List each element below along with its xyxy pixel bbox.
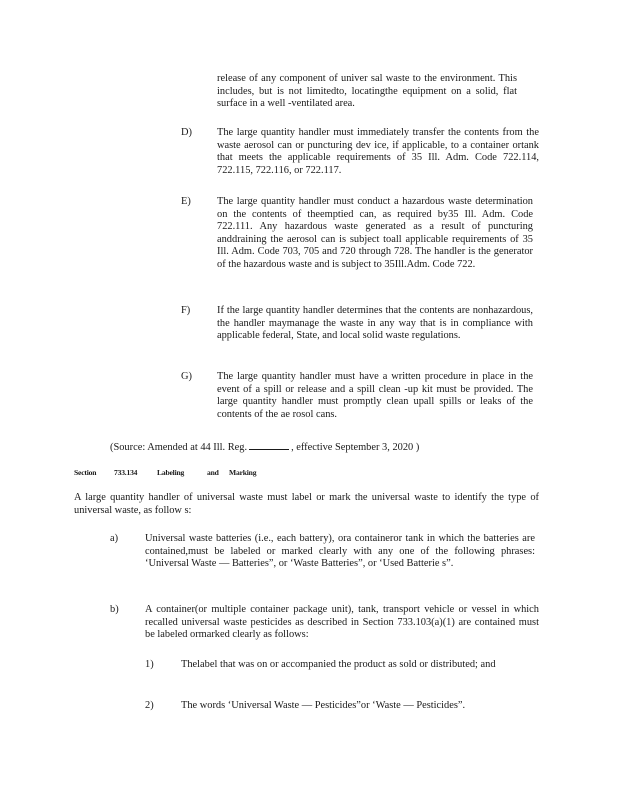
item-e-text: The large quantity handler must conduct a hazardous waste determination on the contents of theemptied can, as required by35 Ill. Adm. Code 722.111. Any hazardous waste generated as a result of puncturing anddraining the aerosol can is subject toall applicable requirements of 35 Ill. Adm. Code 703, 705 and 720 through 728. The handler is the generator of the hazardous waste and is subject to 35Ill.Adm. Code 722. — [217, 196, 533, 270]
item-f-text: If the large quantity handler determines that the contents are nonhazardous, the handler maymanage the waste in any way that is in compliance with applicable federal, State, and local solid waste regulations. — [217, 305, 533, 342]
source-note — [110, 439, 419, 455]
item-d-text: The large quantity handler must immediately transfer the contents from the waste aerosol can or puncturing dev ice, if applicable, to a container ortank that meets the applicable requirements of 35 Ill. Adm. Code 722.114, 722.115, 722.116, or 722.117. — [217, 127, 539, 176]
subsection-a-text: Universal waste batteries (i.e., each battery), ora containeror tank in which the batteries are contained,must be labeled or marked clearly with any one of the following phrases: ‘Universal Waste — Batteries”, or ‘Waste Batteries”, or ‘Used Batterie s”. — [145, 533, 535, 570]
source-suffix: , effective September 3, 2020 ) — [291, 442, 420, 453]
section-title-and: and — [207, 468, 219, 477]
subitem-2-text: The words ‘Universal Waste — Pesticides”or ‘Waste — Pesticides”. — [181, 700, 466, 711]
subsection-b-text: A container(or multiple container package unit), tank, transport vehicle or vessel in which recalled universal waste pesticides as described in Section 733.103(a)(1) are contained must be labeled ormarked clearly as follows: — [145, 604, 539, 641]
source-prefix: (Source: Amended at 44 Ill. Reg. — [110, 442, 248, 453]
blank-field — [249, 439, 289, 450]
subsection-b-marker: b) — [110, 604, 119, 615]
continuation-paragraph: release of any component of univer sal waste to the environment. This includes, but is not limitedto, locatingthe equipment on a solid, flat surface in a well -ventilated area. — [217, 73, 517, 110]
item-e-marker: E) — [181, 196, 191, 207]
section-label: Section — [74, 468, 97, 477]
subsection-a-marker: a) — [110, 533, 119, 544]
item-f-marker: F) — [181, 305, 191, 316]
subitem-1-text: Thelabel that was on or accompanied the product as sold or distributed; and — [181, 659, 496, 670]
item-d-marker: D) — [181, 127, 192, 138]
subitem-2-marker: 2) — [145, 700, 154, 711]
item-g-text: The large quantity handler must have a written procedure in place in the event of a spill or release and a spill clean -up kit must be provided. The large quantity handler must promptly clean upall spills or leaks of the contents of the ae rosol cans. — [217, 371, 533, 420]
section-title-marking: Marking — [229, 468, 257, 477]
section-title-labeling: Labeling — [157, 468, 185, 477]
intro-paragraph: A large quantity handler of universal waste must label or mark the universal waste to identify the type of universal waste, as follow s: — [74, 492, 539, 516]
section-number: 733.134 — [114, 468, 138, 477]
item-g-marker: G) — [181, 371, 192, 382]
subitem-1-marker: 1) — [145, 659, 154, 670]
